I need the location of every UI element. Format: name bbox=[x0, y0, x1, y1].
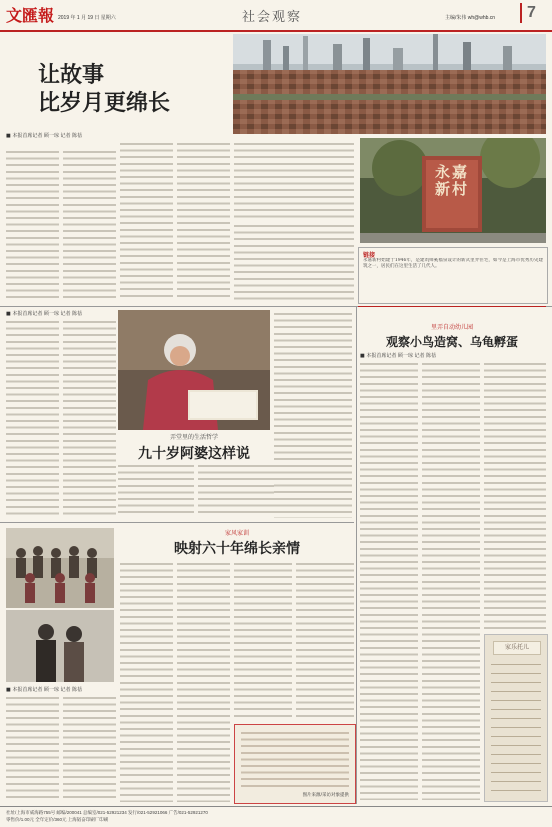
story2-headline: 九十岁阿婆这样说 bbox=[138, 446, 250, 462]
masthead bbox=[0, 0, 552, 32]
story4-byline: ■ 本报首席记者 顾一琼 记者 陈蓓 bbox=[360, 353, 437, 359]
column-divider bbox=[356, 306, 357, 804]
lead-headline bbox=[38, 62, 170, 118]
story2-byline: ■ 本报首席记者 顾一琼 记者 陈蓓 bbox=[6, 311, 83, 317]
story3-kicker: 家风家训 bbox=[224, 530, 249, 537]
page-number: 7 bbox=[527, 4, 536, 21]
story3-text-col3 bbox=[120, 560, 173, 802]
notebook-label: 家乐托儿 bbox=[493, 641, 541, 655]
story4-kicker: 里弄自动幼儿园 bbox=[430, 324, 473, 331]
story2-text-col3 bbox=[118, 462, 194, 518]
divider-2 bbox=[0, 522, 354, 523]
story2-text-col5 bbox=[274, 310, 352, 518]
newspaper-logo: 文匯報 bbox=[6, 6, 55, 25]
story3-text-col5 bbox=[234, 560, 292, 720]
page-number-bar bbox=[520, 3, 522, 23]
lead-text-col3 bbox=[120, 140, 173, 300]
link-box-title: 链接 bbox=[363, 252, 376, 259]
footer-line2: 零售价/1.00元 全年定价/360元 上海韬奋印刷厂印刷 bbox=[6, 817, 109, 822]
story4-text-col1 bbox=[360, 360, 418, 800]
story2-text-col4 bbox=[198, 462, 274, 518]
grandma-reading-photo bbox=[118, 310, 270, 430]
kindergarten-notebook-photo bbox=[484, 634, 548, 802]
yongjia-sign-photo bbox=[360, 138, 546, 243]
lead-text-col5 bbox=[234, 140, 354, 220]
story2-text-col2 bbox=[63, 318, 116, 518]
footer bbox=[0, 806, 552, 827]
lead-headline-line2: 比岁月更绵长 bbox=[38, 91, 171, 116]
lead-text-col2 bbox=[63, 148, 116, 300]
story3-text-col4 bbox=[177, 560, 230, 802]
section-title: 社会观察 bbox=[242, 10, 303, 25]
story3-text-col2 bbox=[63, 694, 116, 802]
sign-text: 永嘉新村 bbox=[434, 163, 469, 198]
story3-quote-box bbox=[234, 724, 356, 804]
lead-byline: ■ 本报首席记者 顾一琼 记者 陈蓓 bbox=[6, 133, 83, 139]
link-box-text: 永嘉新村始建于1946年，是建筑师奚福泉设计的新式里弄住宅，如今是上海市优秀历史建筑之一，居民们在这里生活了几代人。 bbox=[363, 258, 543, 269]
city-aerial-photo bbox=[233, 34, 546, 134]
story4-text-col3 bbox=[484, 360, 546, 630]
lead-text-col1 bbox=[6, 148, 59, 300]
story4-top-rule bbox=[358, 306, 546, 307]
link-box bbox=[358, 247, 548, 304]
story3-byline: ■ 本报首席记者 顾一琼 记者 陈蓓 bbox=[6, 687, 83, 693]
couple-photo bbox=[6, 610, 114, 682]
story3-quote-text bbox=[241, 729, 349, 789]
footer-line1: 社址/上海市威海路755号 邮编/200041 总编室/021-52921234 发行/021-52921066 广告/021-52921270 bbox=[6, 810, 208, 815]
story4-text-col2 bbox=[422, 360, 480, 800]
lead-text-col4 bbox=[177, 140, 230, 300]
story3-headline: 映射六十年绵长亲情 bbox=[174, 541, 300, 557]
editor-credit: 主编/朱伟 wh@whb.cn bbox=[445, 15, 496, 21]
lead-text-col6 bbox=[234, 222, 354, 300]
notebook-handwriting bbox=[491, 659, 541, 795]
story3-text-col1 bbox=[6, 694, 59, 802]
story4-headline: 观察小鸟造窝、乌龟孵蛋 bbox=[385, 335, 518, 349]
story2-text-col1 bbox=[6, 318, 59, 518]
lead-headline-line1: 让故事 bbox=[38, 63, 105, 88]
story2-kicker: 弄堂里的生活哲学 bbox=[169, 434, 218, 441]
dateline: 2019 年 1 月 19 日 星期六 bbox=[58, 15, 116, 21]
family-photo bbox=[6, 528, 114, 608]
story3-text-col6 bbox=[296, 560, 354, 720]
story3-photo-note: 图片来源/采访对象提供 bbox=[302, 793, 349, 798]
